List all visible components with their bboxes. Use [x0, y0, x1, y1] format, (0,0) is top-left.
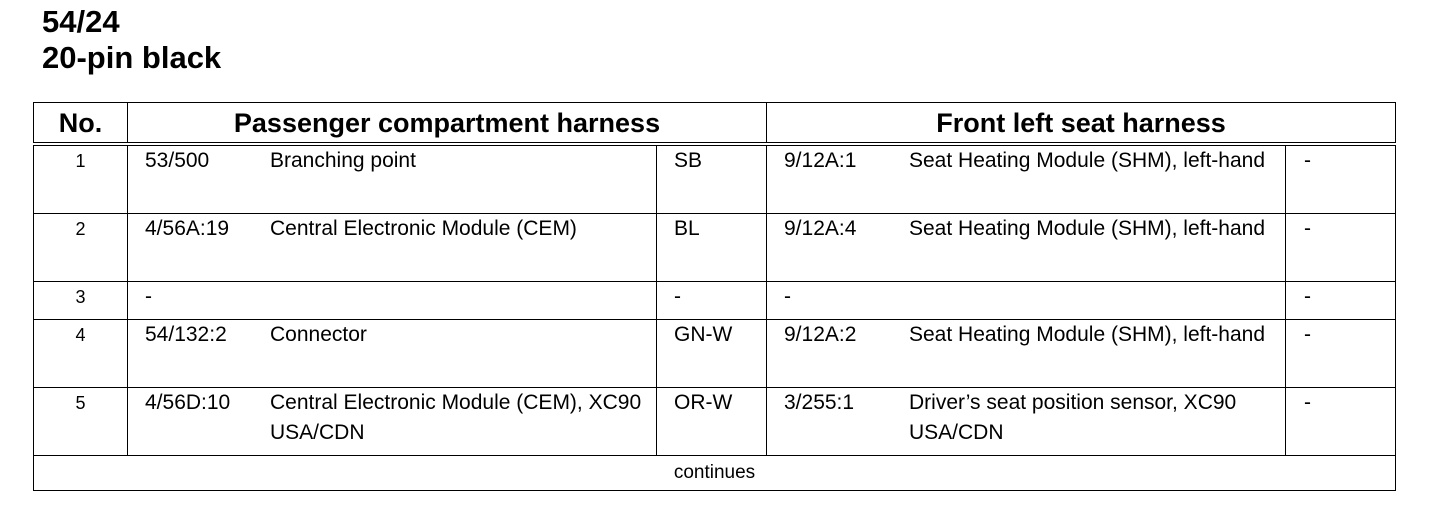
right-code: 9/12A:2	[784, 323, 857, 346]
right-code: 9/12A:4	[784, 217, 857, 240]
right-description	[909, 282, 1285, 319]
continues-label: continues	[34, 456, 1396, 491]
left-code: 4/56D:10	[145, 391, 231, 414]
left-code: 54/132:2	[145, 323, 227, 346]
left-code: 53/500	[145, 149, 210, 172]
pin-number: 5	[34, 388, 128, 456]
table-row	[34, 320, 1396, 388]
table-row	[34, 388, 1396, 456]
pinout-table	[33, 102, 1396, 491]
pin-number: 3	[34, 282, 128, 320]
pin-number: 2	[34, 214, 128, 282]
left-code: -	[145, 285, 152, 308]
right-extra: -	[1286, 214, 1396, 282]
table-footer-row	[34, 456, 1396, 491]
left-description: Central Electronic Module (CEM), XC90 USA/CDN	[270, 391, 642, 444]
left-description	[270, 282, 656, 319]
right-extra: -	[1286, 388, 1396, 456]
connector-description: 20-pin black	[42, 40, 222, 75]
right-extra: -	[1286, 282, 1396, 320]
right-code: 9/12A:1	[784, 149, 857, 172]
left-description: Connector	[270, 323, 367, 346]
left-description: Branching point	[270, 149, 416, 172]
header-no: No.	[34, 103, 128, 145]
wire-color: OR-W	[657, 388, 767, 456]
pin-number: 4	[34, 320, 128, 388]
wire-color: BL	[657, 214, 767, 282]
right-code: 3/255:1	[784, 391, 855, 414]
header-seat-harness: Front left seat harness	[767, 103, 1396, 145]
table-header-row	[34, 103, 1396, 145]
table-row	[34, 214, 1396, 282]
header-passenger-harness: Passenger compartment harness	[128, 103, 767, 145]
right-description: Driver’s seat position sensor, XC90 USA/CDN	[909, 391, 1237, 444]
table-row	[34, 144, 1396, 214]
right-description: Seat Heating Module (SHM), left-hand	[909, 217, 1266, 240]
wire-color: -	[657, 282, 767, 320]
pin-number: 1	[34, 144, 128, 214]
table-row	[34, 282, 1396, 320]
right-code: -	[784, 285, 791, 308]
connector-id: 54/24	[42, 4, 120, 39]
page-title	[42, 4, 221, 76]
right-description: Seat Heating Module (SHM), left-hand	[909, 149, 1266, 172]
left-description: Central Electronic Module (CEM)	[270, 217, 577, 240]
left-code: 4/56A:19	[145, 217, 230, 240]
right-extra: -	[1286, 144, 1396, 214]
wire-color: SB	[657, 144, 767, 214]
right-description: Seat Heating Module (SHM), left-hand	[909, 323, 1266, 346]
right-extra: -	[1286, 320, 1396, 388]
wire-color: GN-W	[657, 320, 767, 388]
